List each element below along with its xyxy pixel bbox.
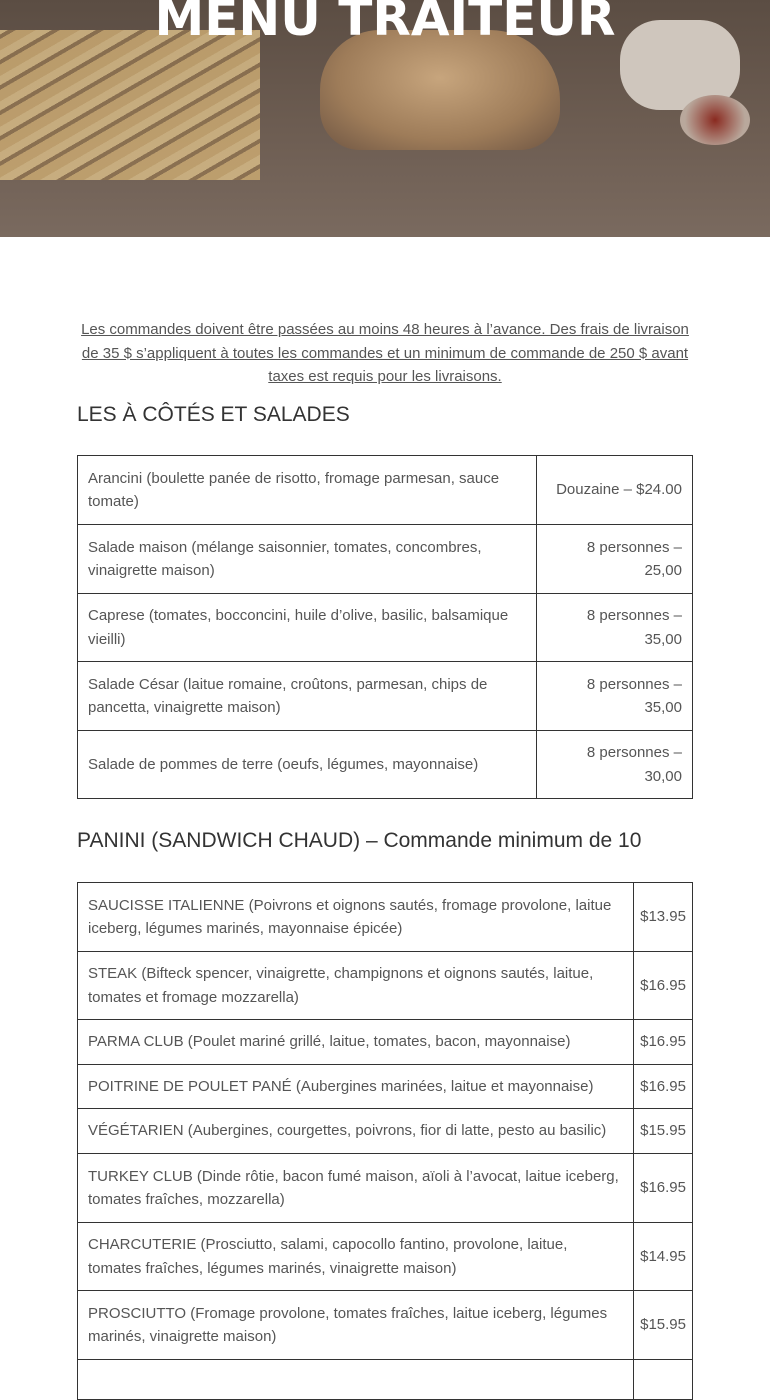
table-row [78,456,693,525]
menu-price: 8 personnes – 25,00 [537,525,693,594]
menu-price: 8 personnes – 35,00 [537,662,693,731]
table-row [78,1291,693,1360]
menu-item: PROSCIUTTO (Fromage provolone, tomates fraîches, laitue iceberg, légumes marinés, vinaigrette maison) [78,1291,634,1360]
menu-price: $16.95 [634,1065,693,1109]
menu-price: $16.95 [634,1020,693,1065]
menu-item: Salade César (laitue romaine, croûtons, parmesan, chips de pancetta, vinaigrette maison) [78,662,537,731]
table-row [78,525,693,594]
sauce-photo [680,95,750,145]
menu-item: Salade maison (mélange saisonnier, tomates, concombres, vinaigrette maison) [78,525,537,594]
table-row [78,952,693,1020]
hero-banner [0,0,770,237]
table-row [78,883,693,952]
menu-item [78,1360,634,1400]
page-title: MENU TRAITEUR [154,0,616,47]
table-row [78,731,693,799]
table-row [78,1065,693,1109]
table-row [78,1109,693,1154]
section-heading-sides: LES À CÔTÉS ET SALADES [77,403,350,426]
menu-price: $15.95 [634,1109,693,1154]
menu-price: 8 personnes – 30,00 [537,731,693,799]
menu-price: $16.95 [634,952,693,1020]
table-row [78,1020,693,1065]
menu-price [634,1360,693,1400]
table-row [78,1360,693,1400]
menu-item: STEAK (Bifteck spencer, vinaigrette, champignons et oignons sautés, laitue, tomates et fromage mozzarella) [78,952,634,1020]
table-row [78,1223,693,1291]
sides-table [77,455,693,799]
menu-price: 8 personnes – 35,00 [537,594,693,662]
section-heading-panini: PANINI (SANDWICH CHAUD) – Commande minimum de 10 [77,829,642,852]
menu-price: $16.95 [634,1154,693,1223]
menu-item: VÉGÉTARIEN (Aubergines, courgettes, poivrons, fior di latte, pesto au basilic) [78,1109,634,1154]
panini-table [77,882,693,1400]
menu-item: SAUCISSE ITALIENNE (Poivrons et oignons sautés, fromage provolone, laitue iceberg, légumes marinés, mayonnaise épicée) [78,883,634,952]
menu-price: $15.95 [634,1291,693,1360]
menu-price: $14.95 [634,1223,693,1291]
menu-item: Salade de pommes de terre (oeufs, légumes, mayonnaise) [78,731,537,799]
menu-item: Arancini (boulette panée de risotto, fromage parmesan, sauce tomate) [78,456,537,525]
table-row [78,594,693,662]
menu-item: CHARCUTERIE (Prosciutto, salami, capocollo fantino, provolone, laitue, tomates fraîches, légumes marinés, vinaigrette maison) [78,1223,634,1291]
menu-item: POITRINE DE POULET PANÉ (Aubergines marinées, laitue et mayonnaise) [78,1065,634,1109]
menu-item: PARMA CLUB (Poulet mariné grillé, laitue, tomates, bacon, mayonnaise) [78,1020,634,1065]
menu-price: Douzaine – $24.00 [537,456,693,525]
menu-item: Caprese (tomates, bocconcini, huile d’olive, basilic, balsamique vieilli) [78,594,537,662]
menu-item: TURKEY CLUB (Dinde rôtie, bacon fumé maison, aïoli à l’avocat, laitue iceberg, tomates fraîches, mozzarella) [78,1154,634,1223]
order-notice: Les commandes doivent être passées au moins 48 heures à l’avance. Des frais de livraison de 35 $ s’appliquent à toutes les commandes et un minimum de commande de 250 $ avant taxes est requis pour les livraisons. [81,321,689,385]
menu-price: $13.95 [634,883,693,952]
table-row [78,1154,693,1223]
table-row [78,662,693,731]
